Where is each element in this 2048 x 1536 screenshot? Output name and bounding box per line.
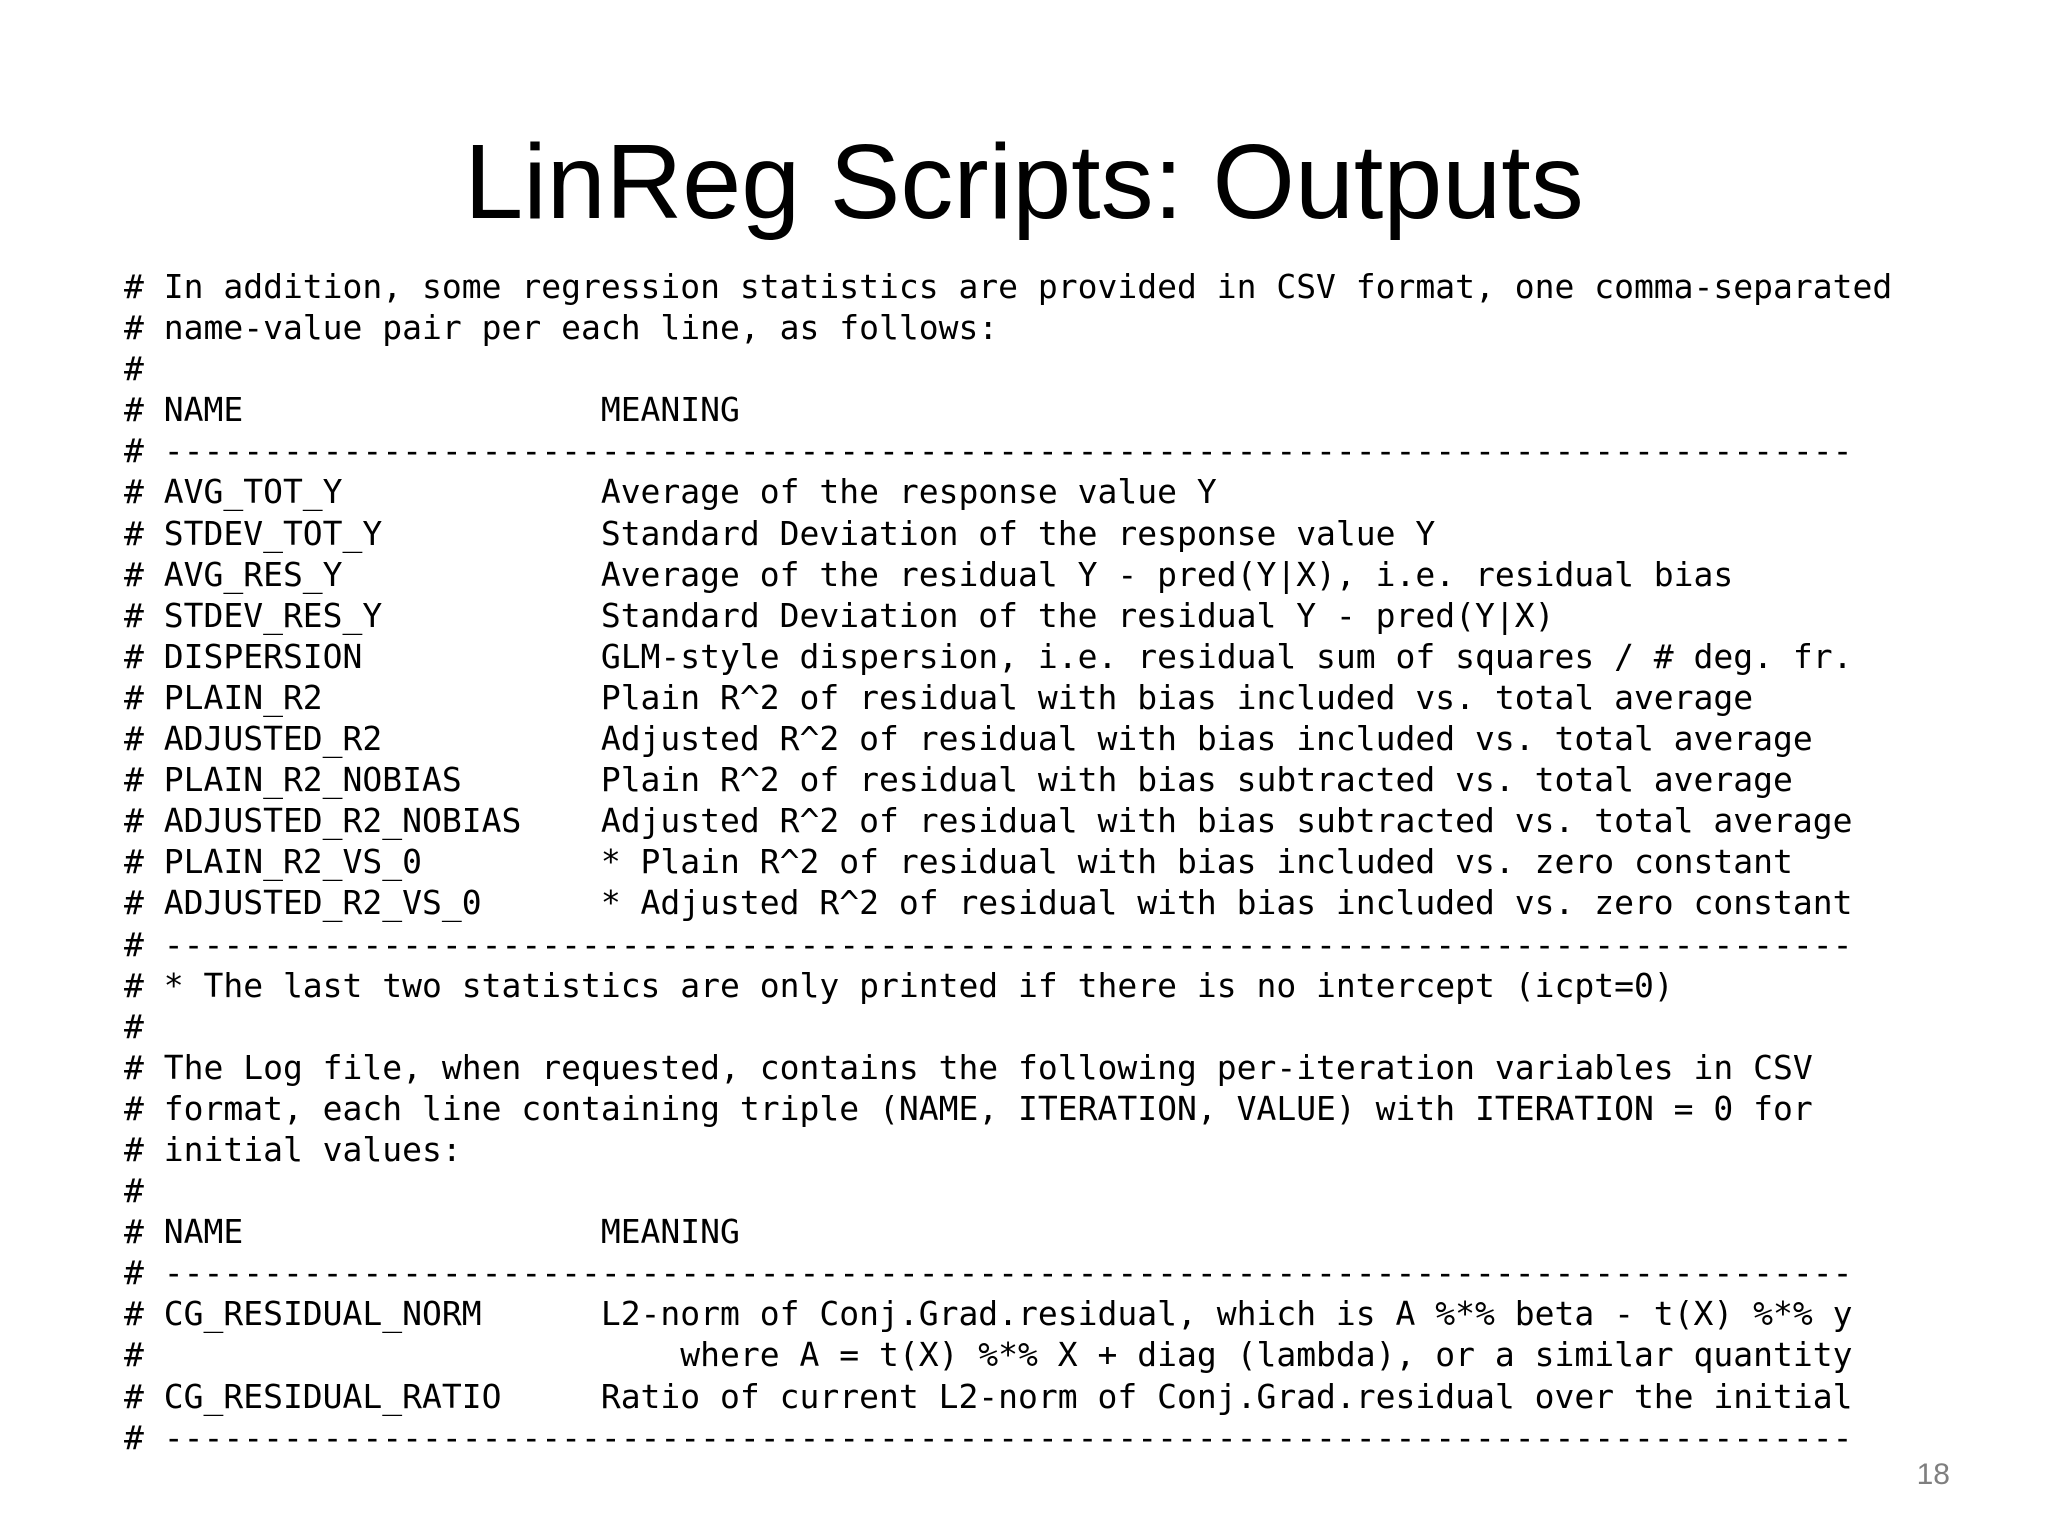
code-line: # DISPERSION GLM-style dispersion, i.e. residual sum of squares / # deg. fr. <box>124 636 1853 676</box>
code-block <box>124 266 1892 1458</box>
code-line: # ADJUSTED_R2_VS_0 * Adjusted R^2 of residual with bias included vs. zero constant <box>124 883 1853 923</box>
code-line: # The Log file, when requested, contains the following per-iteration variables in CSV <box>124 1047 1813 1087</box>
code-line: # name-value pair per each line, as follows: <box>124 308 999 348</box>
code-line: # AVG_RES_Y Average of the residual Y - pred(Y|X), i.e. residual bias <box>124 554 1734 594</box>
code-line: # PLAIN_R2_VS_0 * Plain R^2 of residual with bias included vs. zero constant <box>124 842 1793 882</box>
code-line: # ADJUSTED_R2 Adjusted R^2 of residual with bias included vs. total average <box>124 719 1813 759</box>
code-line: # ------------------------------------------------------------------------------------- <box>124 1417 1853 1457</box>
code-line: # In addition, some regression statistics are provided in CSV format, one comma-separated <box>124 267 1893 306</box>
code-line: # ADJUSTED_R2_NOBIAS Adjusted R^2 of residual with bias subtracted vs. total average <box>124 801 1853 841</box>
code-line: # initial values: <box>124 1129 462 1169</box>
code-line: # PLAIN_R2_NOBIAS Plain R^2 of residual with bias subtracted vs. total average <box>124 760 1793 800</box>
code-line: # CG_RESIDUAL_NORM L2-norm of Conj.Grad.residual, which is A %*% beta - t(X) %*% y <box>124 1294 1853 1334</box>
slide-title: LinReg Scripts: Outputs <box>464 123 1584 241</box>
code-line: # * The last two statistics are only printed if there is no intercept (icpt=0) <box>124 965 1674 1005</box>
page-number: 18 <box>1916 1458 1950 1491</box>
code-line: # NAME MEANING <box>124 1212 740 1252</box>
code-line: # where A = t(X) %*% X + diag (lambda), or a similar quantity <box>124 1335 1853 1375</box>
code-line: # <box>124 1006 144 1046</box>
code-line: # <box>124 349 144 389</box>
code-line: # STDEV_TOT_Y Standard Deviation of the response value Y <box>124 513 1436 553</box>
code-line: # NAME MEANING <box>124 390 740 430</box>
code-line: # <box>124 1171 144 1211</box>
code-line: # AVG_TOT_Y Average of the response value Y <box>124 472 1217 512</box>
code-line: # CG_RESIDUAL_RATIO Ratio of current L2-norm of Conj.Grad.residual over the initial <box>124 1376 1853 1416</box>
code-line: # format, each line containing triple (NAME, ITERATION, VALUE) with ITERATION = 0 for <box>124 1088 1813 1128</box>
code-line: # ------------------------------------------------------------------------------------- <box>124 1253 1853 1293</box>
code-line: # PLAIN_R2 Plain R^2 of residual with bias included vs. total average <box>124 677 1754 717</box>
code-line: # ------------------------------------------------------------------------------------- <box>124 924 1853 964</box>
code-line: # ------------------------------------------------------------------------------------- <box>124 431 1853 471</box>
code-line: # STDEV_RES_Y Standard Deviation of the residual Y - pred(Y|X) <box>124 595 1555 635</box>
